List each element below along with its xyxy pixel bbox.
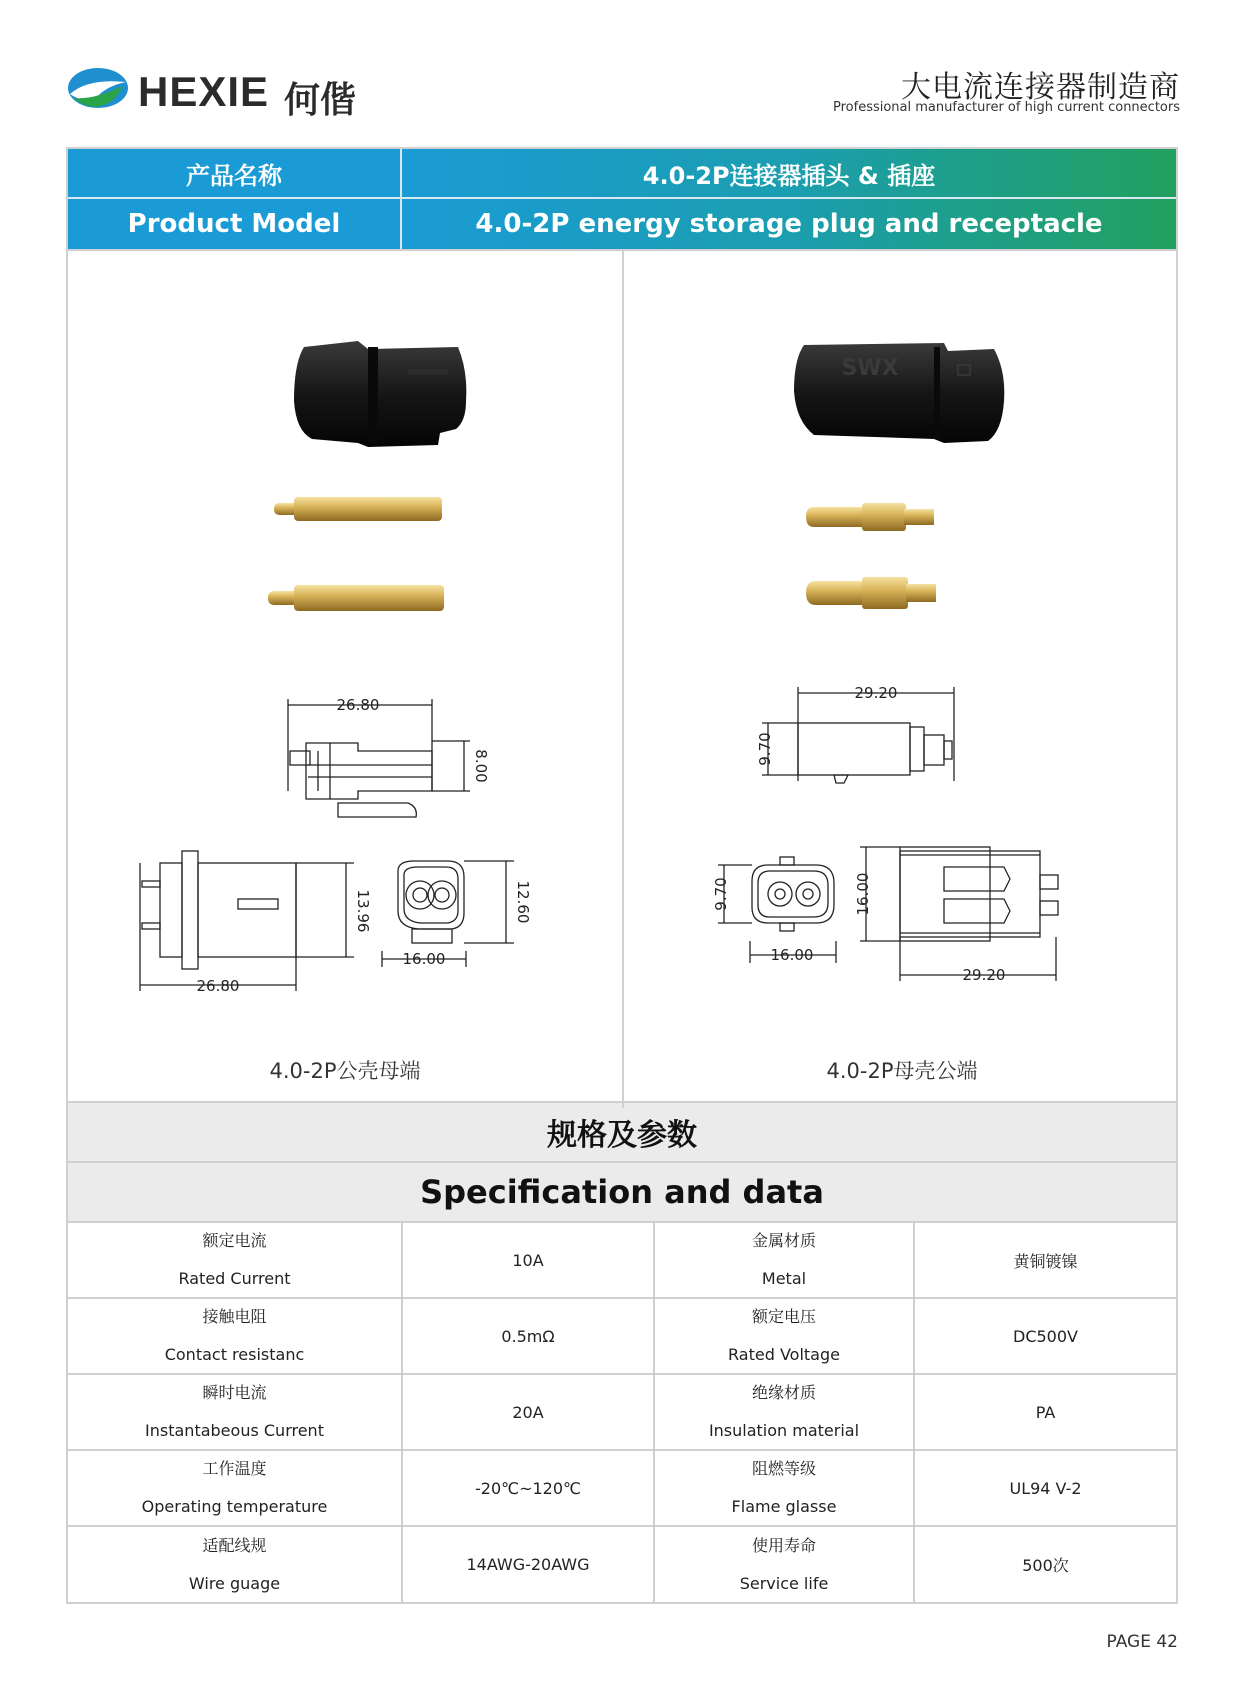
spec-label bbox=[68, 1450, 402, 1526]
spec-title-cn: 规格及参数 bbox=[68, 1101, 1176, 1161]
spec-label-en: Instantabeous Current bbox=[145, 1421, 324, 1440]
side-height-dim-right: 16.00 bbox=[854, 872, 872, 916]
female-pin-photo bbox=[274, 497, 442, 521]
spec-value: 10A bbox=[402, 1222, 654, 1298]
product-right-illustration bbox=[624, 251, 1180, 1103]
spec-label bbox=[654, 1450, 914, 1526]
spec-value: PA bbox=[914, 1374, 1176, 1450]
female-housing-photo bbox=[294, 341, 466, 447]
product-images bbox=[68, 249, 1176, 1101]
spec-label-en: Service life bbox=[739, 1573, 829, 1593]
spec-label bbox=[654, 1222, 914, 1298]
spec-value: 0.5mΩ bbox=[402, 1298, 654, 1374]
product-left-panel bbox=[68, 251, 624, 1108]
male-pin-photo-2 bbox=[806, 577, 936, 609]
table-row bbox=[68, 1222, 1176, 1298]
product-name-value: 4.0-2P连接器插头 & 插座 bbox=[402, 149, 1176, 199]
spec-label-en: Metal bbox=[761, 1269, 807, 1288]
top-view-drawing bbox=[288, 699, 470, 817]
spec-label-cn: 瞬时电流 bbox=[202, 1383, 267, 1402]
male-housing-photo bbox=[794, 343, 1004, 443]
spec-value: 500次 bbox=[914, 1526, 1176, 1602]
front-height-dim: 12.60 bbox=[514, 880, 532, 924]
table-row bbox=[68, 1450, 1176, 1526]
side-height-dim: 13.96 bbox=[354, 889, 372, 933]
male-pin-photo bbox=[806, 503, 934, 531]
spec-label bbox=[68, 1374, 402, 1450]
top-length-dim-right: 29.20 bbox=[854, 684, 898, 702]
spec-value: 黄铜镀镍 bbox=[914, 1222, 1176, 1298]
front-height-dim-right: 9.70 bbox=[712, 877, 730, 911]
spec-label bbox=[654, 1526, 914, 1602]
spec-title-en: Specification and data bbox=[68, 1161, 1176, 1221]
top-length-dim: 26.80 bbox=[336, 696, 380, 714]
product-model-value: 4.0-2P energy storage plug and receptacle bbox=[402, 199, 1176, 249]
spec-label-cn: 额定电压 bbox=[751, 1307, 816, 1326]
spec-label bbox=[68, 1298, 402, 1374]
spec-label bbox=[68, 1222, 402, 1298]
female-pin-photo-2 bbox=[268, 585, 444, 611]
top-height-dim-right: 9.70 bbox=[756, 732, 774, 766]
table-row bbox=[68, 1298, 1176, 1374]
spec-label bbox=[654, 1298, 914, 1374]
spec-table bbox=[68, 1221, 1176, 1602]
spec-label-cn: 适配线规 bbox=[202, 1535, 267, 1555]
spec-label-en: Flame glasse bbox=[731, 1497, 837, 1516]
side-view-drawing bbox=[140, 851, 354, 991]
product-right-panel bbox=[624, 251, 1180, 1108]
spec-label-cn: 阻燃等级 bbox=[751, 1459, 816, 1478]
front-width-dim-right: 16.00 bbox=[770, 946, 814, 964]
hexie-logo-icon bbox=[66, 64, 130, 112]
top-height-dim: 8.00 bbox=[472, 749, 490, 783]
spec-value: DC500V bbox=[914, 1298, 1176, 1374]
spec-label bbox=[68, 1526, 402, 1602]
front-width-dim: 16.00 bbox=[402, 950, 446, 968]
tagline-en: Professional manufacturer of high current connectors bbox=[833, 100, 1180, 115]
product-right-caption: 4.0-2P母壳公端 bbox=[826, 1059, 978, 1083]
spec-value: UL94 V-2 bbox=[914, 1450, 1176, 1526]
product-left-caption: 4.0-2P公壳母端 bbox=[269, 1059, 421, 1083]
product-model-label: Product Model bbox=[68, 199, 402, 249]
spec-label bbox=[654, 1374, 914, 1450]
spec-value: 20A bbox=[402, 1374, 654, 1450]
spec-label-cn: 金属材质 bbox=[751, 1231, 816, 1250]
logo-text-cn: 何偕 bbox=[284, 80, 357, 121]
spec-label-cn: 接触电阻 bbox=[202, 1307, 267, 1326]
spec-label-en: Operating temperature bbox=[141, 1497, 328, 1516]
logo-text-en: HEXIE bbox=[138, 68, 270, 115]
spec-value: 14AWG-20AWG bbox=[402, 1526, 654, 1602]
table-row bbox=[68, 1374, 1176, 1450]
product-sheet bbox=[66, 147, 1178, 1604]
brand-logo bbox=[66, 64, 386, 124]
page-header bbox=[0, 0, 1244, 140]
product-banner bbox=[68, 149, 1176, 249]
page-number: PAGE 42 bbox=[1106, 1632, 1178, 1652]
spec-value: -20℃~120℃ bbox=[402, 1450, 654, 1526]
spec-label-en: Rated Current bbox=[178, 1269, 291, 1288]
spec-label-en: Wire guage bbox=[188, 1573, 281, 1593]
spec-label-cn: 绝缘材质 bbox=[751, 1383, 816, 1402]
table-row bbox=[68, 1526, 1176, 1602]
spec-label-cn: 使用寿命 bbox=[751, 1535, 816, 1555]
spec-label-cn: 额定电流 bbox=[202, 1231, 267, 1250]
product-left-illustration bbox=[68, 251, 624, 1103]
spec-label-en: Rated Voltage bbox=[728, 1345, 840, 1364]
spec-label-en: Contact resistanc bbox=[164, 1345, 305, 1364]
housing-mark: SWX bbox=[841, 356, 899, 381]
spec-label-en: Insulation material bbox=[708, 1421, 860, 1440]
tagline-cn: 大电流连接器制造商 bbox=[901, 70, 1180, 105]
product-name-label: 产品名称 bbox=[68, 149, 402, 199]
side-length-dim-right: 29.20 bbox=[962, 966, 1006, 984]
spec-label-cn: 工作温度 bbox=[202, 1459, 267, 1478]
side-length-dim: 26.80 bbox=[196, 977, 240, 995]
side-view-drawing-right bbox=[860, 847, 1058, 981]
